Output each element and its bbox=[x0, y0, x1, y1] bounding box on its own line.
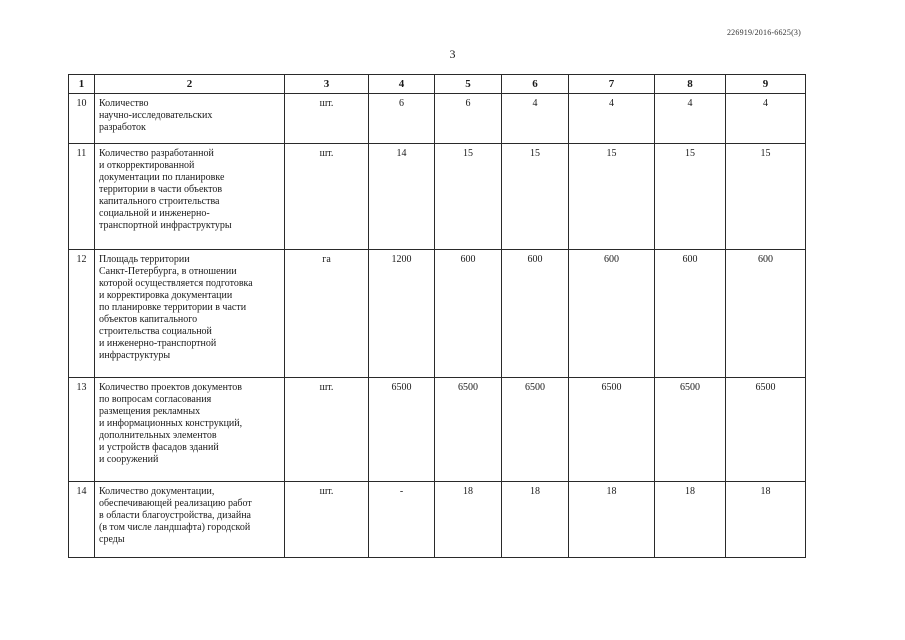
name-line: Площадь территории bbox=[99, 254, 190, 265]
header-row bbox=[69, 75, 806, 94]
value-cell: 4 bbox=[569, 94, 655, 144]
name-line: и инженерно-транспортной bbox=[99, 338, 217, 349]
name-line: Санкт-Петербурга, в отношении bbox=[99, 266, 237, 277]
document-id: 226919/2016-6625(3) bbox=[726, 28, 801, 37]
header-cell: 3 bbox=[285, 75, 369, 94]
name-line: документации по планировке bbox=[99, 172, 225, 183]
value-cell: 4 bbox=[502, 94, 569, 144]
value-cell: 4 bbox=[726, 94, 806, 144]
value-cell: 6500 bbox=[569, 378, 655, 482]
header-cell: 7 bbox=[569, 75, 655, 94]
value-cell: 15 bbox=[726, 144, 806, 250]
name-line: научно-исследовательских bbox=[99, 110, 213, 121]
unit-cell: шт. bbox=[285, 378, 369, 482]
name-line: территории в части объектов bbox=[99, 184, 223, 195]
table-row bbox=[69, 144, 806, 250]
value-cell: 600 bbox=[435, 250, 502, 378]
value-cell: 600 bbox=[502, 250, 569, 378]
unit-cell: га bbox=[285, 250, 369, 378]
indicator-name bbox=[95, 482, 285, 558]
header-cell: 9 bbox=[726, 75, 806, 94]
name-line: размещения рекламных bbox=[99, 406, 201, 417]
row-number: 12 bbox=[69, 250, 95, 378]
value-cell: 15 bbox=[569, 144, 655, 250]
header-cell: 2 bbox=[95, 75, 285, 94]
name-line: и сооружений bbox=[99, 454, 159, 465]
header-cell: 4 bbox=[369, 75, 435, 94]
indicator-name bbox=[95, 378, 285, 482]
value-cell: 6500 bbox=[726, 378, 806, 482]
unit-cell: шт. bbox=[285, 144, 369, 250]
name-line: транспортной инфраструктуры bbox=[99, 220, 232, 231]
value-cell: 15 bbox=[655, 144, 726, 250]
name-line: строительства социальной bbox=[99, 326, 212, 337]
value-cell: 15 bbox=[502, 144, 569, 250]
value-cell: 18 bbox=[726, 482, 806, 558]
value-cell: 6500 bbox=[435, 378, 502, 482]
value-cell: 1200 bbox=[369, 250, 435, 378]
value-cell: 18 bbox=[655, 482, 726, 558]
value-cell: 6500 bbox=[655, 378, 726, 482]
header-cell: 8 bbox=[655, 75, 726, 94]
indicator-name bbox=[95, 250, 285, 378]
row-number: 14 bbox=[69, 482, 95, 558]
name-line: в области благоустройства, дизайна bbox=[99, 510, 251, 521]
name-line: среды bbox=[99, 534, 125, 545]
name-line: и устройств фасадов зданий bbox=[99, 442, 219, 453]
value-cell: 4 bbox=[655, 94, 726, 144]
table-row bbox=[69, 482, 806, 558]
value-cell: 18 bbox=[435, 482, 502, 558]
name-line: обеспечивающей реализацию работ bbox=[99, 498, 252, 509]
value-cell: - bbox=[369, 482, 435, 558]
value-cell: 6500 bbox=[369, 378, 435, 482]
value-cell: 600 bbox=[655, 250, 726, 378]
name-line: и корректировка документации bbox=[99, 290, 233, 301]
name-line: инфраструктуры bbox=[99, 350, 171, 361]
table-row bbox=[69, 250, 806, 378]
name-line: Количество проектов документов bbox=[99, 382, 242, 393]
header-cell: 5 bbox=[435, 75, 502, 94]
header-cell: 1 bbox=[69, 75, 95, 94]
value-cell: 6500 bbox=[502, 378, 569, 482]
indicators-table bbox=[68, 74, 806, 558]
value-cell: 18 bbox=[502, 482, 569, 558]
name-line: по планировке территории в части bbox=[99, 302, 247, 313]
header-cell: 6 bbox=[502, 75, 569, 94]
unit-cell: шт. bbox=[285, 94, 369, 144]
value-cell: 18 bbox=[569, 482, 655, 558]
row-number: 10 bbox=[69, 94, 95, 144]
name-line: объектов капитального bbox=[99, 314, 198, 325]
value-cell: 14 bbox=[369, 144, 435, 250]
name-line: капитального строительства bbox=[99, 196, 220, 207]
row-number: 13 bbox=[69, 378, 95, 482]
value-cell: 15 bbox=[435, 144, 502, 250]
name-line: разработок bbox=[99, 122, 146, 133]
name-line: и информационных конструкций, bbox=[99, 418, 243, 429]
table-row bbox=[69, 94, 806, 144]
name-line: дополнительных элементов bbox=[99, 430, 217, 441]
name-line: которой осуществляется подготовка bbox=[99, 278, 253, 289]
name-line: по вопросам согласования bbox=[99, 394, 212, 405]
indicator-name bbox=[95, 144, 285, 250]
row-number: 11 bbox=[69, 144, 95, 250]
table-row bbox=[69, 378, 806, 482]
page-number: 3 bbox=[449, 47, 456, 61]
name-line: Количество bbox=[99, 98, 149, 109]
value-cell: 600 bbox=[569, 250, 655, 378]
name-line: социальной и инженерно- bbox=[99, 208, 210, 219]
name-line: Количество документации, bbox=[99, 486, 215, 497]
indicator-name bbox=[95, 94, 285, 144]
name-line: Количество разработанной bbox=[99, 148, 214, 159]
name-line: (в том числе ландшафта) городской bbox=[99, 522, 251, 533]
name-line: и откорректированной bbox=[99, 160, 195, 171]
value-cell: 6 bbox=[369, 94, 435, 144]
value-cell: 6 bbox=[435, 94, 502, 144]
unit-cell: шт. bbox=[285, 482, 369, 558]
value-cell: 600 bbox=[726, 250, 806, 378]
